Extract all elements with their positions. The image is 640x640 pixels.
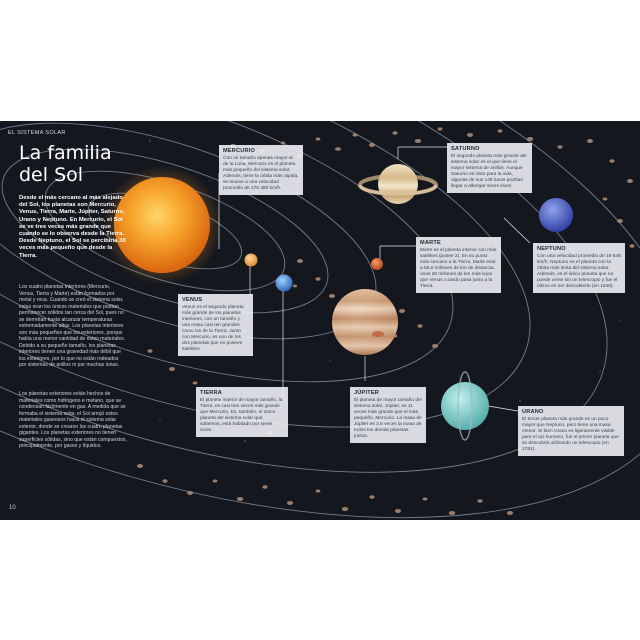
earth-planet [276, 275, 293, 292]
venus-info-card [178, 294, 253, 356]
neptune-name: NEPTUNO [537, 246, 566, 252]
mercury-info-card [219, 145, 303, 195]
lead-paragraph: Desde el más cercano al más alejado del Sol, los planetas son Mercurio, Venus, Tierra, Marte, Júpiter, Saturno, Urano y Neptuno. En Mercurio, el Sol se ve tres veces más grande que cuando se lo observa desde la Tierra. Desde Neptuno, el Sol se percibiría 30 veces más pequeño que desde la Tierra. [19, 195, 126, 259]
book-spread [0, 121, 640, 520]
uranus-name: URANO [522, 409, 544, 415]
earth-description: El planeta interior de mayor tamaño, la Tierra, es casi tres veces más grande que Mercurio. Es, también, el único planeta del sistema solar que, sabemos, está habitado por seres vivos. [200, 398, 283, 433]
page-title-line1: La familia [19, 142, 112, 164]
neptune-planet [539, 198, 573, 232]
venus-description: Venus es el segundo planeta más grande de los planetas interiores, con un tamaño y una masa casi tan grandes como los de la Tierra. Junto con Mercurio, es uno de los dos planetas que no poseen satélites. [182, 305, 244, 352]
page-number: 10 [9, 505, 16, 511]
page-title-line2: del Sol [19, 164, 84, 186]
mercury-description: Con un tamaño apenas mayor al de la Luna, Mercurio es el planeta más pequeño del sistema solar. Además, tiene la órbita más rápida, se mueve a una velocidad promedio de 170 480 km/h. [223, 156, 299, 191]
saturn-description: El segundo planeta más grande del sistema solar es el que tiene el mayor sistema de anillos. Aunque Saturno es visto para la vida, algunas de sus 146 lunas podrían llegar a albergar seres vivos. [451, 154, 527, 189]
earth-info-card [196, 387, 288, 437]
saturn-name: SATURNO [451, 146, 480, 152]
jupiter-description: El planeta de mayor tamaño del sistema solar, Júpiter, es 11 veces más grande que el más pequeño, Mercurio. La masa de Júpiter es 2,5 veces la masa de todos los demás planetas juntos. [354, 398, 422, 439]
venus-planet [245, 254, 258, 267]
saturn-info-card [447, 143, 532, 193]
uranus-description: El tercer planeta más grande es un poco mayor que Neptuno, pero tiene una masa menor. Si bien Urano es ligeramente visible para el ojo humano, fue el primer planeta que se descubrió utilizando un telescopio (en 1781). [522, 417, 619, 452]
mars-name: MARTE [420, 240, 441, 246]
jupiter-name: JÚPITER [354, 390, 380, 396]
uranus-planet [441, 372, 489, 440]
venus-name: VENUS [182, 297, 203, 303]
earth-name: TIERRA [200, 390, 223, 396]
section-label: EL SISTEMA SOLAR [8, 130, 66, 136]
mars-description: Marte es el planeta interior con más satélites (posee 2). En su punto más cercano a la Tierra, Marte está a 55,6 millones de km de distancia, unos 20 millones de km más lejos que Venus cuando pasa junto a la Tierra. [420, 248, 497, 289]
body-paragraph-outer-planets: Los planetas exteriores están hechos de materiales como hidrógeno e metano, que se condensan fácilmente en gas. A medida que se formaba el sistema solar, el Sol arrojó estos materiales gaseosos hacia el sistema solar exterior, donde se crearon los cuatro planetas gigantes. Los planetas exteriores no tienen superficies sólidas, sino que están compuestos, principalmente, por gases y líquidos. [19, 391, 127, 449]
saturn-planet [360, 164, 436, 204]
jupiter-planet [332, 289, 398, 355]
jupiter-info-card [350, 387, 426, 443]
mars-planet [371, 258, 383, 270]
uranus-info-card [518, 406, 624, 456]
neptune-info-card [533, 243, 625, 293]
neptune-description: Con una velocidad promedio de 19 548 km/h, Neptuno es el planeta con la órbita más lenta del sistema solar. Además, es el único planeta que no puede verse sin un telescopio y fue el último en ser descubierto (en 1846). [537, 254, 621, 289]
mercury-name: MERCURIO [223, 148, 256, 154]
mars-info-card [416, 237, 501, 293]
body-paragraph-inner-planets: Los cuatro planetas interiores (Mercurio, Venus, Tierra y Marte) están formados por metal y roca. Cuando se creó el sistema solar, estas eran los únicos materiales que podían permanecer sólidos tan cerca del Sol, pues no se derretían hasta alcanzar temperaturas extremadamente altas. Los planetas interiores son más pequeños que los exteriores, porque había una menor cantidad de estos materiales. Debido a su pequeño tamaño, los planetas interiores tienen una gravedad más débil que los exteriores, por lo que no están rodeados por sistemas de anillos ni por muchas lunas. [19, 284, 126, 368]
page-title [19, 142, 129, 186]
